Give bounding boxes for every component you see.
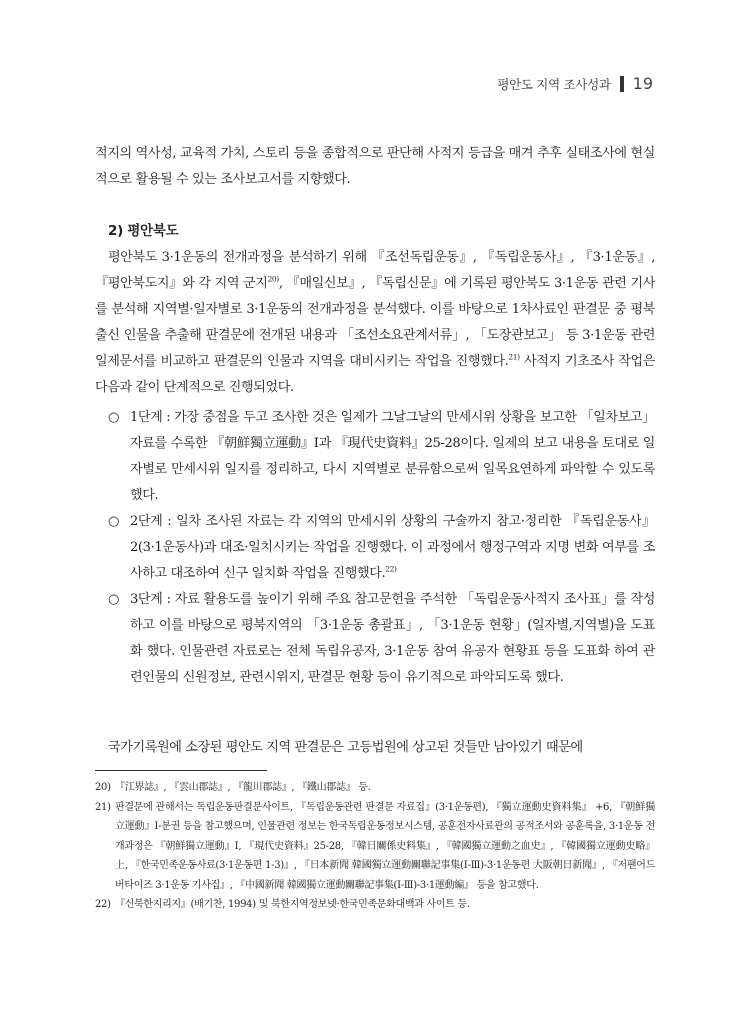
step-text [130,509,655,587]
footnote-ref-20[interactable]: 20) [267,274,279,284]
running-title: 평안도 지역 조사성과 [497,76,611,92]
circle-bullet-icon: ○ [108,592,120,607]
footnote-number: 22) [95,899,111,910]
footnote-number: 20) [95,782,111,793]
running-header [497,74,653,93]
step-item-3 [108,587,655,691]
footnote-text: 『江界誌』, 『雲山郡誌』, 『龍川郡誌』, 『鐵山郡誌』 등. [115,782,371,793]
step-item-1 [108,405,655,509]
footnote-separator [95,770,267,771]
footnote-20 [95,778,655,798]
step-text-body: 2단계 : 일차 조사된 자료는 각 지역의 만세시위 상황의 구술까지 참고·정리한 『독립운동사』 2(3·1운동사)과 대조·일치시키는 작업을 진행했다. 이 과정에서 행정구역과 지명 변화 여부를 조사하고 대조하여 신구 일치화 작업을 진행했다. [130,514,655,581]
step-text: 3단계 : 자료 활용도를 높이기 위해 주요 참고문헌을 주석한 「독립운동사적지 조사표」를 작성하고 이를 바탕으로 평북지역의 「3·1운동 총괄표」, 「3·1운동 현황」(일자별,지역별)을 도표화 했다. 인물관련 자료로는 전체 독립유공자, 3·1운동 참여 유공자 현황표 등을 도표화 하여 관련인물의 신원정보, 관련시위지, 판결문 현황 등이 유기적으로 파악되도록 했다. [130,592,655,685]
intro-paragraph: 적지의 역사성, 교육적 가치, 스토리 등을 종합적으로 판단해 사적지 등급을 매겨 추후 실태조사에 현실적으로 활용될 수 있는 조사보고서를 지향했다. [95,146,655,187]
step-list [108,405,655,691]
footnote-number: 21) [95,801,111,813]
circle-bullet-icon: ○ [108,514,120,529]
circle-bullet-icon: ○ [108,410,120,425]
footnote-ref-22[interactable]: 22) [385,564,397,574]
footnote-text: 『신북한지리지』(배기찬, 1994) 및 북한지역정보넷·한국민족문화대백과 사이트 등. [115,899,470,910]
footnote-list [95,778,655,915]
footnote-ref-21[interactable]: 21) [508,352,520,362]
footnote-text: 판결문에 관해서는 독립운동판결문사이트, 『독립운동관련 판결문 자료집』(3·1운동편), 『獨立運動史資料集』 +6, 『朝鮮獨立運動』Ⅰ-분권 등을 참고했으며, 인물관련 정보는 한국독립운동정보시스템, 공훈전자사료관의 공적조서와 공훈록을, 3·1운동 전개과정은 『朝鮮獨立運動』Ⅰ, 『現代史資料』25-28, 『韓日關係史料集』, 『韓國獨立運動之血史』, 『韓國獨立運動史略』上, 『한국민족운동사료(3·1운동편 1-3)』, 『日本新聞 韓國獨立運動關聯記事集(Ⅰ-Ⅲ)-3·1운동편 大阪朝日新聞』, 『저팬어드버타이즈 3·1운동 기사집』, 『中國新聞 韓國獨立運動關聯記事集(Ⅰ-Ⅲ)-3·1運動編』 등을 참고했다. [115,801,655,891]
page-number: 19 [632,74,653,93]
footnote-22 [95,895,655,915]
step-text: 1단계 : 가장 중점을 두고 조사한 것은 일제가 그날그날의 만세시위 상황을 보고한 「일차보고」 자료를 수록한 『朝鮮獨立運動』Ⅰ과 『現代史資料』25-28이다. 일제의 보고 내용을 토대로 일자별로 만세시위 일지를 정리하고, 다시 지역별로 분류함으로써 일목요연하게 파악할 수 있도록 했다. [130,410,655,503]
main-paragraph-part2: , 『매일신보』, 『독립신문』에 기록된 평안북도 3·1운동 관련 기사를 분석해 지역별·일자별로 3·1운동의 전개과정을 분석했다. 이를 바탕으로 1차사료인 판결문 중 평북출신 인물을 추출해 판결문에 전개된 내용과 「조선소요관계서류」, 「도장관보고」 등 3·1운동 관련 일제문서를 비교하고 판결문의 인물과 지역을 대비시키는 작업을 진행했다. [95,276,655,369]
header-divider-bar [620,76,624,92]
closing-paragraph: 국가기록원에 소장된 평안도 지역 판결문은 고등법원에 상고된 것들만 남아있기 때문에 [108,740,583,755]
step-item-2 [108,509,655,587]
main-paragraph-part1: 평안북도 3·1운동의 전개과정을 분석하기 위해 『조선독립운동』, 『독립운동사』, 『3·1운동』, 『평안북도지』와 각 지역 군지 [95,250,655,291]
main-paragraph [95,245,655,401]
main-paragraph-part3: 사적지 기초조사 작업은 다음과 같이 단계적으로 진행되었다. [95,354,655,395]
footnote-21 [95,798,655,896]
section-heading: 2) 평안북도 [108,223,179,239]
